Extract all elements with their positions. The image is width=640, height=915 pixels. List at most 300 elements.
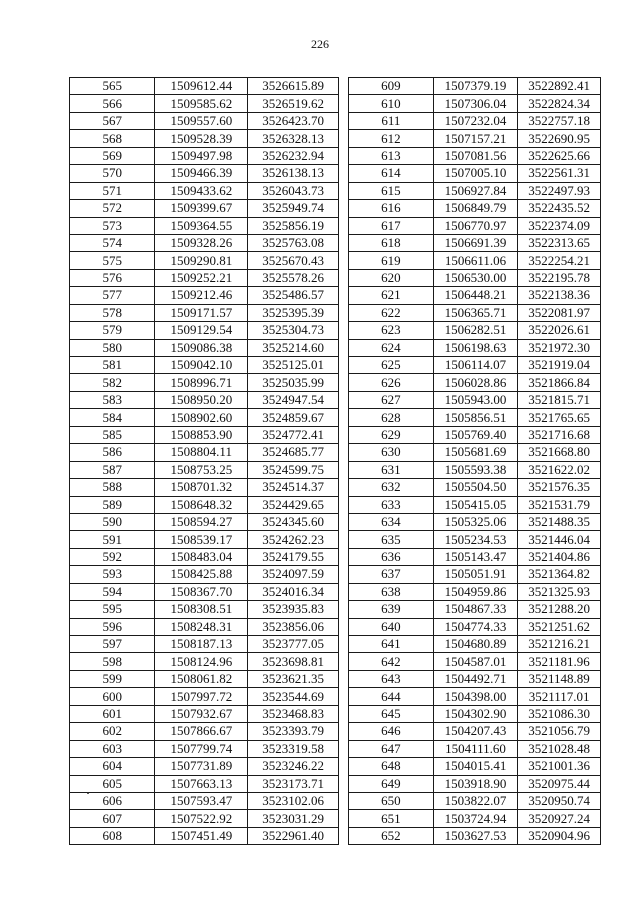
table-row: [70, 147, 339, 164]
point-number-cell: 626: [349, 374, 434, 391]
point-number-cell: 645: [349, 705, 434, 722]
point-number-cell: 615: [349, 182, 434, 199]
point-number-cell: 598: [70, 653, 155, 670]
x-coordinate-cell: 1505769.40: [433, 426, 518, 443]
point-number-cell: 627: [349, 391, 434, 408]
table-row: [349, 217, 601, 234]
x-coordinate-cell: 1508061.82: [155, 670, 248, 687]
x-coordinate-cell: 1507731.89: [155, 758, 248, 775]
x-coordinate-cell: 1508594.27: [155, 513, 248, 530]
y-coordinate-cell: 3525949.74: [248, 200, 339, 217]
x-coordinate-cell: 1507081.56: [433, 147, 518, 164]
point-number-cell: 574: [70, 234, 155, 251]
table-row: [349, 827, 601, 844]
table-row: [70, 426, 339, 443]
y-coordinate-cell: 3521288.20: [518, 601, 601, 618]
x-coordinate-cell: 1504587.01: [433, 653, 518, 670]
table-row: [70, 723, 339, 740]
y-coordinate-cell: 3523031.29: [248, 810, 339, 827]
point-number-cell: 625: [349, 357, 434, 374]
table-row: [349, 688, 601, 705]
x-coordinate-cell: 1508648.32: [155, 496, 248, 513]
table-row: [70, 252, 339, 269]
x-coordinate-cell: 1509399.67: [155, 200, 248, 217]
point-number-cell: 638: [349, 583, 434, 600]
y-coordinate-cell: 3520975.44: [518, 775, 601, 792]
y-coordinate-cell: 3524772.41: [248, 426, 339, 443]
point-number-cell: 635: [349, 531, 434, 548]
x-coordinate-cell: 1505234.53: [433, 531, 518, 548]
y-coordinate-cell: 3523935.83: [248, 601, 339, 618]
point-number-cell: 633: [349, 496, 434, 513]
y-coordinate-cell: 3523698.81: [248, 653, 339, 670]
table-row: [70, 391, 339, 408]
x-coordinate-cell: 1507799.74: [155, 740, 248, 757]
y-coordinate-cell: 3525670.43: [248, 252, 339, 269]
point-number-cell: 594: [70, 583, 155, 600]
table-row: [70, 95, 339, 112]
y-coordinate-cell: 3524262.23: [248, 531, 339, 548]
point-number-cell: 579: [70, 322, 155, 339]
y-coordinate-cell: 3524016.34: [248, 583, 339, 600]
y-coordinate-cell: 3523246.22: [248, 758, 339, 775]
table-row: [70, 531, 339, 548]
x-coordinate-cell: 1504398.00: [433, 688, 518, 705]
table-row: [349, 723, 601, 740]
x-coordinate-cell: 1507157.21: [433, 130, 518, 147]
point-number-cell: 569: [70, 147, 155, 164]
y-coordinate-cell: 3521446.04: [518, 531, 601, 548]
x-coordinate-cell: 1508950.20: [155, 391, 248, 408]
table-row: [70, 165, 339, 182]
table-row: [70, 548, 339, 565]
point-number-cell: 631: [349, 461, 434, 478]
y-coordinate-cell: 3525395.39: [248, 304, 339, 321]
x-coordinate-cell: 1507451.49: [155, 827, 248, 844]
x-coordinate-cell: 1509466.39: [155, 165, 248, 182]
y-coordinate-cell: 3524947.54: [248, 391, 339, 408]
y-coordinate-cell: 3526232.94: [248, 147, 339, 164]
y-coordinate-cell: 3526043.73: [248, 182, 339, 199]
x-coordinate-cell: 1506927.84: [433, 182, 518, 199]
x-coordinate-cell: 1504680.89: [433, 636, 518, 653]
y-coordinate-cell: 3523777.05: [248, 636, 339, 653]
y-coordinate-cell: 3522374.09: [518, 217, 601, 234]
table-row: [349, 147, 601, 164]
x-coordinate-cell: 1509290.81: [155, 252, 248, 269]
y-coordinate-cell: 3524599.75: [248, 461, 339, 478]
x-coordinate-cell: 1504959.86: [433, 583, 518, 600]
point-number-cell: 642: [349, 653, 434, 670]
point-number-cell: 597: [70, 636, 155, 653]
point-number-cell: 595: [70, 601, 155, 618]
y-coordinate-cell: 3523393.79: [248, 723, 339, 740]
point-number-cell: 601: [70, 705, 155, 722]
table-row: [349, 618, 601, 635]
table-row: [349, 740, 601, 757]
point-number-cell: 593: [70, 566, 155, 583]
x-coordinate-cell: 1508483.04: [155, 548, 248, 565]
y-coordinate-cell: 3521117.01: [518, 688, 601, 705]
point-number-cell: 648: [349, 758, 434, 775]
x-coordinate-cell: 1508308.51: [155, 601, 248, 618]
x-coordinate-cell: 1506611.06: [433, 252, 518, 269]
y-coordinate-cell: 3522497.93: [518, 182, 601, 199]
y-coordinate-cell: 3522081.97: [518, 304, 601, 321]
y-coordinate-cell: 3521866.84: [518, 374, 601, 391]
table-row: [70, 601, 339, 618]
x-coordinate-cell: 1509557.60: [155, 112, 248, 129]
point-number-cell: 571: [70, 182, 155, 199]
y-coordinate-cell: 3521001.36: [518, 758, 601, 775]
point-number-cell: 584: [70, 409, 155, 426]
y-coordinate-cell: 3524179.55: [248, 548, 339, 565]
point-number-cell: 596: [70, 618, 155, 635]
table-row: [70, 357, 339, 374]
point-number-cell: 647: [349, 740, 434, 757]
y-coordinate-cell: 3523544.69: [248, 688, 339, 705]
table-row: [349, 601, 601, 618]
point-number-cell: 606: [70, 792, 155, 809]
table-row: [349, 112, 601, 129]
point-number-cell: 604: [70, 758, 155, 775]
table-row: [349, 758, 601, 775]
y-coordinate-cell: 3520904.96: [518, 827, 601, 844]
y-coordinate-cell: 3521815.71: [518, 391, 601, 408]
table-row: [70, 775, 339, 792]
x-coordinate-cell: 1504207.43: [433, 723, 518, 740]
table-row: [349, 548, 601, 565]
table-row: [70, 461, 339, 478]
y-coordinate-cell: 3526138.13: [248, 165, 339, 182]
table-row: [70, 618, 339, 635]
table-row: [349, 252, 601, 269]
x-coordinate-cell: 1509364.55: [155, 217, 248, 234]
point-number-cell: 611: [349, 112, 434, 129]
point-number-cell: 650: [349, 792, 434, 809]
table-row: [70, 688, 339, 705]
x-coordinate-cell: 1508187.13: [155, 636, 248, 653]
x-coordinate-cell: 1508701.32: [155, 479, 248, 496]
point-number-cell: 641: [349, 636, 434, 653]
point-number-cell: 621: [349, 287, 434, 304]
table-row: [349, 775, 601, 792]
x-coordinate-cell: 1508996.71: [155, 374, 248, 391]
x-coordinate-cell: 1509129.54: [155, 322, 248, 339]
y-coordinate-cell: 3522313.65: [518, 234, 601, 251]
point-number-cell: 637: [349, 566, 434, 583]
x-coordinate-cell: 1503627.53: [433, 827, 518, 844]
y-coordinate-cell: 3522757.18: [518, 112, 601, 129]
y-coordinate-cell: 3523468.83: [248, 705, 339, 722]
y-coordinate-cell: 3524429.65: [248, 496, 339, 513]
table-row: [70, 287, 339, 304]
point-number-cell: 617: [349, 217, 434, 234]
y-coordinate-cell: 3522625.66: [518, 147, 601, 164]
x-coordinate-cell: 1509328.26: [155, 234, 248, 251]
point-number-cell: 652: [349, 827, 434, 844]
table-row: [349, 200, 601, 217]
table-row: [70, 583, 339, 600]
table-row: [70, 758, 339, 775]
table-row: [349, 95, 601, 112]
table-row: [70, 513, 339, 530]
table-row: [70, 182, 339, 199]
y-coordinate-cell: 3521028.48: [518, 740, 601, 757]
table-row: [70, 792, 339, 809]
y-coordinate-cell: 3522138.36: [518, 287, 601, 304]
x-coordinate-cell: 1508367.70: [155, 583, 248, 600]
x-coordinate-cell: 1507005.10: [433, 165, 518, 182]
point-number-cell: 613: [349, 147, 434, 164]
y-coordinate-cell: 3523621.35: [248, 670, 339, 687]
y-coordinate-cell: 3521251.62: [518, 618, 601, 635]
coordinate-table-left-body: [70, 78, 339, 845]
x-coordinate-cell: 1509042.10: [155, 357, 248, 374]
point-number-cell: 580: [70, 339, 155, 356]
point-number-cell: 622: [349, 304, 434, 321]
y-coordinate-cell: 3521919.04: [518, 357, 601, 374]
x-coordinate-cell: 1506770.97: [433, 217, 518, 234]
x-coordinate-cell: 1503724.94: [433, 810, 518, 827]
y-coordinate-cell: 3525304.73: [248, 322, 339, 339]
point-number-cell: 634: [349, 513, 434, 530]
table-row: [349, 78, 601, 95]
x-coordinate-cell: 1506448.21: [433, 287, 518, 304]
y-coordinate-cell: 3525578.26: [248, 269, 339, 286]
y-coordinate-cell: 3521716.68: [518, 426, 601, 443]
coordinate-table-right: [348, 77, 601, 845]
x-coordinate-cell: 1506530.00: [433, 269, 518, 286]
x-coordinate-cell: 1505325.06: [433, 513, 518, 530]
y-coordinate-cell: 3522254.21: [518, 252, 601, 269]
point-number-cell: 628: [349, 409, 434, 426]
y-coordinate-cell: 3521668.80: [518, 444, 601, 461]
point-number-cell: 629: [349, 426, 434, 443]
table-row: [349, 705, 601, 722]
x-coordinate-cell: 1504015.41: [433, 758, 518, 775]
table-row: [349, 391, 601, 408]
y-coordinate-cell: 3524685.77: [248, 444, 339, 461]
y-coordinate-cell: 3522026.61: [518, 322, 601, 339]
point-number-cell: 619: [349, 252, 434, 269]
point-number-cell: 602: [70, 723, 155, 740]
table-row: [70, 496, 339, 513]
y-coordinate-cell: 3521531.79: [518, 496, 601, 513]
point-number-cell: 644: [349, 688, 434, 705]
x-coordinate-cell: 1504302.90: [433, 705, 518, 722]
table-row: [349, 461, 601, 478]
x-coordinate-cell: 1505051.91: [433, 566, 518, 583]
table-row: [349, 339, 601, 356]
table-row: [349, 513, 601, 530]
y-coordinate-cell: 3525486.57: [248, 287, 339, 304]
y-coordinate-cell: 3524345.60: [248, 513, 339, 530]
point-number-cell: 624: [349, 339, 434, 356]
table-row: [70, 810, 339, 827]
y-coordinate-cell: 3521148.89: [518, 670, 601, 687]
table-row: [349, 322, 601, 339]
point-number-cell: 576: [70, 269, 155, 286]
point-number-cell: 587: [70, 461, 155, 478]
table-row: [70, 444, 339, 461]
table-row: [349, 566, 601, 583]
table-row: [349, 636, 601, 653]
coordinate-table-right-body: [349, 78, 601, 845]
table-row: [349, 165, 601, 182]
point-number-cell: 639: [349, 601, 434, 618]
x-coordinate-cell: 1507663.13: [155, 775, 248, 792]
point-number-cell: 646: [349, 723, 434, 740]
y-coordinate-cell: 3526519.62: [248, 95, 339, 112]
table-row: [349, 531, 601, 548]
y-coordinate-cell: 3524097.59: [248, 566, 339, 583]
x-coordinate-cell: 1509086.38: [155, 339, 248, 356]
x-coordinate-cell: 1505415.05: [433, 496, 518, 513]
table-row: [70, 479, 339, 496]
point-number-cell: 600: [70, 688, 155, 705]
table-row: [349, 234, 601, 251]
y-coordinate-cell: 3521086.30: [518, 705, 601, 722]
x-coordinate-cell: 1509528.39: [155, 130, 248, 147]
point-number-cell: 588: [70, 479, 155, 496]
x-coordinate-cell: 1508539.17: [155, 531, 248, 548]
x-coordinate-cell: 1509252.21: [155, 269, 248, 286]
table-row: [70, 112, 339, 129]
y-coordinate-cell: 3521765.65: [518, 409, 601, 426]
table-row: [70, 339, 339, 356]
table-row: [70, 670, 339, 687]
y-coordinate-cell: 3525214.60: [248, 339, 339, 356]
point-number-cell: 618: [349, 234, 434, 251]
point-number-cell: 640: [349, 618, 434, 635]
table-row: [70, 705, 339, 722]
table-row: [70, 740, 339, 757]
x-coordinate-cell: 1504774.33: [433, 618, 518, 635]
point-number-cell: 583: [70, 391, 155, 408]
table-row: [70, 322, 339, 339]
x-coordinate-cell: 1508753.25: [155, 461, 248, 478]
y-coordinate-cell: 3520950.74: [518, 792, 601, 809]
table-row: [70, 374, 339, 391]
y-coordinate-cell: 3525856.19: [248, 217, 339, 234]
point-number-cell: 577: [70, 287, 155, 304]
x-coordinate-cell: 1504867.33: [433, 601, 518, 618]
x-coordinate-cell: 1508124.96: [155, 653, 248, 670]
y-coordinate-cell: 3525125.01: [248, 357, 339, 374]
x-coordinate-cell: 1503822.07: [433, 792, 518, 809]
y-coordinate-cell: 3522961.40: [248, 827, 339, 844]
x-coordinate-cell: 1507932.67: [155, 705, 248, 722]
table-row: [349, 426, 601, 443]
y-coordinate-cell: 3522435.52: [518, 200, 601, 217]
x-coordinate-cell: 1507593.47: [155, 792, 248, 809]
table-row: [70, 566, 339, 583]
y-coordinate-cell: 3522824.34: [518, 95, 601, 112]
x-coordinate-cell: 1507232.04: [433, 112, 518, 129]
table-row: [349, 653, 601, 670]
table-row: [70, 217, 339, 234]
y-coordinate-cell: 3525035.99: [248, 374, 339, 391]
point-number-cell: 607: [70, 810, 155, 827]
point-number-cell: 567: [70, 112, 155, 129]
table-row: [349, 287, 601, 304]
point-number-cell: 575: [70, 252, 155, 269]
y-coordinate-cell: 3521056.79: [518, 723, 601, 740]
x-coordinate-cell: 1506691.39: [433, 234, 518, 251]
y-coordinate-cell: 3521216.21: [518, 636, 601, 653]
table-row: [70, 234, 339, 251]
y-coordinate-cell: 3521488.35: [518, 513, 601, 530]
y-coordinate-cell: 3522892.41: [518, 78, 601, 95]
y-coordinate-cell: 3521364.82: [518, 566, 601, 583]
y-coordinate-cell: 3521325.93: [518, 583, 601, 600]
x-coordinate-cell: 1509171.57: [155, 304, 248, 321]
y-coordinate-cell: 3521576.35: [518, 479, 601, 496]
point-number-cell: 566: [70, 95, 155, 112]
x-coordinate-cell: 1507522.92: [155, 810, 248, 827]
x-coordinate-cell: 1509585.62: [155, 95, 248, 112]
x-coordinate-cell: 1504111.60: [433, 740, 518, 757]
point-number-cell: 591: [70, 531, 155, 548]
x-coordinate-cell: 1508902.60: [155, 409, 248, 426]
table-row: [70, 827, 339, 844]
table-row: [349, 444, 601, 461]
x-coordinate-cell: 1509433.62: [155, 182, 248, 199]
point-number-cell: 586: [70, 444, 155, 461]
y-coordinate-cell: 3522690.95: [518, 130, 601, 147]
table-row: [349, 182, 601, 199]
point-number-cell: 603: [70, 740, 155, 757]
table-row: [70, 130, 339, 147]
x-coordinate-cell: 1507997.72: [155, 688, 248, 705]
point-number-cell: 623: [349, 322, 434, 339]
x-coordinate-cell: 1506282.51: [433, 322, 518, 339]
x-coordinate-cell: 1505943.00: [433, 391, 518, 408]
y-coordinate-cell: 3525763.08: [248, 234, 339, 251]
x-coordinate-cell: 1509497.98: [155, 147, 248, 164]
x-coordinate-cell: 1504492.71: [433, 670, 518, 687]
point-number-cell: 651: [349, 810, 434, 827]
scan-speck: [87, 792, 89, 794]
y-coordinate-cell: 3526615.89: [248, 78, 339, 95]
point-number-cell: 578: [70, 304, 155, 321]
x-coordinate-cell: 1506198.63: [433, 339, 518, 356]
x-coordinate-cell: 1506365.71: [433, 304, 518, 321]
y-coordinate-cell: 3523319.58: [248, 740, 339, 757]
page-number: 226: [311, 37, 329, 51]
y-coordinate-cell: 3526328.13: [248, 130, 339, 147]
table-row: [70, 304, 339, 321]
x-coordinate-cell: 1508853.90: [155, 426, 248, 443]
table-row: [70, 653, 339, 670]
table-row: [349, 304, 601, 321]
y-coordinate-cell: 3523856.06: [248, 618, 339, 635]
point-number-cell: 589: [70, 496, 155, 513]
table-row: [70, 269, 339, 286]
table-row: [349, 479, 601, 496]
point-number-cell: 585: [70, 426, 155, 443]
x-coordinate-cell: 1506114.07: [433, 357, 518, 374]
y-coordinate-cell: 3521404.86: [518, 548, 601, 565]
point-number-cell: 649: [349, 775, 434, 792]
x-coordinate-cell: 1508804.11: [155, 444, 248, 461]
table-row: [349, 810, 601, 827]
y-coordinate-cell: 3526423.70: [248, 112, 339, 129]
table-row: [349, 269, 601, 286]
x-coordinate-cell: 1509612.44: [155, 78, 248, 95]
point-number-cell: 620: [349, 269, 434, 286]
